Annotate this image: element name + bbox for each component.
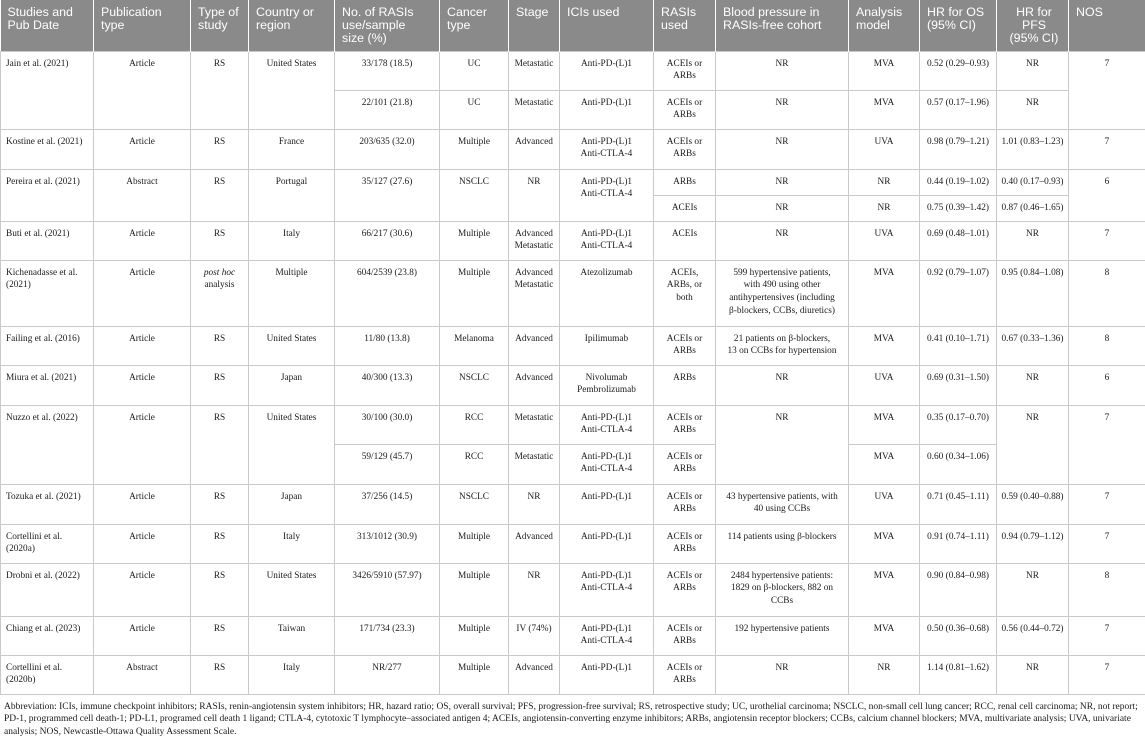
cell-hrpfs: 0.59 (0.40–0.88)	[997, 484, 1069, 524]
cell-stage: Metastatic	[509, 405, 560, 444]
table-row	[1, 616, 1145, 655]
cell-nos: 7	[1069, 129, 1145, 169]
cell-rasi: ACEIs or ARBs	[654, 524, 716, 563]
cell-nos: 7	[1069, 221, 1145, 260]
cell-bp: 21 patients on β-blockers, 13 on CCBs for hypertension	[716, 326, 849, 365]
cell-n: 203/635 (32.0)	[335, 129, 440, 169]
header-n: No. of RASIs use/sample size (%)	[335, 0, 440, 51]
cell-n: 604/2539 (23.8)	[335, 260, 440, 326]
cell-design: RS	[191, 484, 249, 524]
table-row	[1, 51, 1145, 90]
cell-nos: 7	[1069, 484, 1145, 524]
cell-model: UVA	[849, 365, 920, 405]
table-row	[1, 129, 1145, 169]
cell-rasi: ACEIs or ARBs	[654, 129, 716, 169]
cell-hros: 0.69 (0.48–1.01)	[920, 221, 997, 260]
cell-model: MVA	[849, 563, 920, 616]
cell-country: Portugal	[249, 169, 335, 221]
cell-study: Tozuka et al. (2021)	[1, 484, 94, 524]
header-cancer: Cancer type	[440, 0, 509, 51]
cell-ici: Atezolizumab	[560, 260, 654, 326]
cell-rasi: ACEIs or ARBs	[654, 484, 716, 524]
cell-nos: 6	[1069, 365, 1145, 405]
cell-pubtype: Article	[94, 405, 191, 484]
cell-model: UVA	[849, 129, 920, 169]
cell-stage: Metastatic	[509, 90, 560, 129]
cell-design: RS	[191, 365, 249, 405]
cell-country: France	[249, 129, 335, 169]
cell-cancer: UC	[440, 51, 509, 90]
cell-model: MVA	[849, 616, 920, 655]
table-footnote: Abbreviation: ICIs, immune checkpoint inhibitors; RASIs, renin-angiotensin system inhibitors; HR, hazard ratio; OS, overall survival; PFS, progression-free survival; RS, retrospective study; UC, urothelial carcinoma; NSCLC, non-small cell lung cancer; RCC, renal cell carcinoma; NR, not report; PD-1, programmed cell death-1; PD-L1, programed cell death 1 ligand; CTLA-4, cytotoxic T lymphocyte–associated antigen 4; ACEIs, angiotensin-converting enzyme inhibitors; ARBs, angiotensin receptor blockers; CCBs, calcium channel blockers; MVA, multivariate analysis; UVA, univariate analysis; NOS, Newcastle-Ottawa Quality Assessment Scale.	[4, 701, 1138, 737]
cell-cancer: Multiple	[440, 221, 509, 260]
cell-model: MVA	[849, 524, 920, 563]
cell-n: 11/80 (13.8)	[335, 326, 440, 365]
cell-pubtype: Article	[94, 221, 191, 260]
cell-design: RS	[191, 221, 249, 260]
cell-ici: Nivolumab Pembrolizumab	[560, 365, 654, 405]
cell-rasi: ACEIs, ARBs, or both	[654, 260, 716, 326]
cell-rasi: ACEIs or ARBs	[654, 90, 716, 129]
cell-hros: 1.14 (0.81–1.62)	[920, 655, 997, 694]
cell-bp: NR	[716, 221, 849, 260]
cell-rasi: ACEIs	[654, 221, 716, 260]
cell-cancer: RCC	[440, 444, 509, 484]
cell-pubtype: Article	[94, 484, 191, 524]
cell-cancer: Multiple	[440, 616, 509, 655]
cell-ici: Anti-PD-(L)1 Anti-CTLA-4	[560, 221, 654, 260]
cell-nos: 7	[1069, 405, 1145, 484]
cell-n: 66/217 (30.6)	[335, 221, 440, 260]
cell-n: 313/1012 (30.9)	[335, 524, 440, 563]
cell-n: 3426/5910 (57.97)	[335, 563, 440, 616]
cell-hros: 0.60 (0.34–1.06)	[920, 444, 997, 484]
header-rasi: RASIs used	[654, 0, 716, 51]
cell-design: RS	[191, 655, 249, 694]
header-nos: NOS	[1069, 0, 1145, 51]
cell-design: RS	[191, 51, 249, 129]
cell-model: NR	[849, 169, 920, 195]
table-row	[1, 484, 1145, 524]
cell-design: RS	[191, 129, 249, 169]
header-row	[1, 0, 1145, 51]
cell-ici: Anti-PD-(L)1 Anti-CTLA-4	[560, 129, 654, 169]
cell-bp: 599 hypertensive patients, with 490 using other antihypertensives (including β-blockers, CCBs, diuretics)	[716, 260, 849, 326]
cell-bp: 114 patients using β-blockers	[716, 524, 849, 563]
cell-design: RS	[191, 169, 249, 221]
cell-hrpfs: 0.87 (0.46–1.65)	[997, 195, 1069, 221]
cell-n: NR/277	[335, 655, 440, 694]
cell-country: United States	[249, 563, 335, 616]
cell-hrpfs: NR	[997, 365, 1069, 405]
cell-ici: Anti-PD-(L)1 Anti-CTLA-4	[560, 169, 654, 221]
header-study: Studies and Pub Date	[1, 0, 94, 51]
cell-country: Multiple	[249, 260, 335, 326]
cell-hrpfs: 0.95 (0.84–1.08)	[997, 260, 1069, 326]
cell-n: 33/178 (18.5)	[335, 51, 440, 90]
cell-study: Pereira et al. (2021)	[1, 169, 94, 221]
header-hros: HR for OS (95% CI)	[920, 0, 997, 51]
cell-nos: 8	[1069, 326, 1145, 365]
cell-stage: NR	[509, 563, 560, 616]
header-stage: Stage	[509, 0, 560, 51]
header-country: Country or region	[249, 0, 335, 51]
cell-country: Taiwan	[249, 616, 335, 655]
cell-bp: NR	[716, 365, 849, 405]
cell-study: Buti et al. (2021)	[1, 221, 94, 260]
cell-hrpfs: NR	[997, 405, 1069, 484]
cell-stage: Advanced	[509, 326, 560, 365]
cell-rasi: ACEIs	[654, 195, 716, 221]
cell-bp: NR	[716, 129, 849, 169]
cell-hros: 0.75 (0.39–1.42)	[920, 195, 997, 221]
cell-country: Italy	[249, 221, 335, 260]
cell-study: Cortellini et al. (2020a)	[1, 524, 94, 563]
cell-stage: NR	[509, 484, 560, 524]
cell-stage: Advanced	[509, 524, 560, 563]
cell-cancer: NSCLC	[440, 484, 509, 524]
cell-rasi: ACEIs or ARBs	[654, 655, 716, 694]
cell-pubtype: Article	[94, 51, 191, 129]
cell-bp: NR	[716, 195, 849, 221]
cell-model: MVA	[849, 260, 920, 326]
cell-hrpfs: 0.94 (0.79–1.12)	[997, 524, 1069, 563]
cell-rasi: ACEIs or ARBs	[654, 563, 716, 616]
cell-design: RS	[191, 326, 249, 365]
cell-country: United States	[249, 326, 335, 365]
cell-pubtype: Article	[94, 616, 191, 655]
header-ici: ICIs used	[560, 0, 654, 51]
cell-stage: Metastatic	[509, 51, 560, 90]
cell-study: Jain et al. (2021)	[1, 51, 94, 129]
cell-country: United States	[249, 405, 335, 484]
cell-model: MVA	[849, 444, 920, 484]
cell-rasi: ACEIs or ARBs	[654, 616, 716, 655]
cell-design: RS	[191, 524, 249, 563]
cell-pubtype: Abstract	[94, 169, 191, 221]
cell-cancer: NSCLC	[440, 169, 509, 221]
cell-country: United States	[249, 51, 335, 129]
table-row	[1, 221, 1145, 260]
cell-n: 171/734 (23.3)	[335, 616, 440, 655]
cell-model: MVA	[849, 90, 920, 129]
cell-model: MVA	[849, 51, 920, 90]
cell-cancer: UC	[440, 90, 509, 129]
cell-n: 59/129 (45.7)	[335, 444, 440, 484]
cell-design: post hoc analysis	[191, 260, 249, 326]
cell-pubtype: Article	[94, 563, 191, 616]
cell-cancer: Multiple	[440, 524, 509, 563]
table-row	[1, 405, 1145, 444]
table-row	[1, 169, 1145, 195]
cell-n: 40/300 (13.3)	[335, 365, 440, 405]
cell-stage: Advanced Metastatic	[509, 221, 560, 260]
cell-hros: 0.90 (0.84–0.98)	[920, 563, 997, 616]
cell-hrpfs: NR	[997, 221, 1069, 260]
cell-n: 35/127 (27.6)	[335, 169, 440, 221]
cell-stage: Metastatic	[509, 444, 560, 484]
cell-pubtype: Article	[94, 260, 191, 326]
header-pubtype: Publication type	[94, 0, 191, 51]
cell-pubtype: Article	[94, 326, 191, 365]
cell-country: Japan	[249, 484, 335, 524]
cell-hrpfs: 0.67 (0.33–1.36)	[997, 326, 1069, 365]
cell-nos: 7	[1069, 616, 1145, 655]
cell-model: UVA	[849, 221, 920, 260]
cell-cancer: Multiple	[440, 655, 509, 694]
cell-nos: 7	[1069, 51, 1145, 129]
cell-stage: IV (74%)	[509, 616, 560, 655]
cell-hros: 0.35 (0.17–0.70)	[920, 405, 997, 444]
cell-hrpfs: 0.56 (0.44–0.72)	[997, 616, 1069, 655]
cell-n: 22/101 (21.8)	[335, 90, 440, 129]
cell-cancer: Multiple	[440, 260, 509, 326]
cell-bp: NR	[716, 90, 849, 129]
cell-stage: Advanced Metastatic	[509, 260, 560, 326]
cell-ici: Anti-PD-(L)1	[560, 90, 654, 129]
cell-cancer: Melanoma	[440, 326, 509, 365]
header-model: Analysis model	[849, 0, 920, 51]
cell-nos: 6	[1069, 169, 1145, 221]
cell-rasi: ACEIs or ARBs	[654, 405, 716, 444]
cell-n: 37/256 (14.5)	[335, 484, 440, 524]
cell-bp: NR	[716, 169, 849, 195]
cell-n: 30/100 (30.0)	[335, 405, 440, 444]
cell-cancer: NSCLC	[440, 365, 509, 405]
cell-cancer: Multiple	[440, 129, 509, 169]
cell-pubtype: Article	[94, 524, 191, 563]
cell-hros: 0.91 (0.74–1.11)	[920, 524, 997, 563]
cell-hros: 0.98 (0.79–1.21)	[920, 129, 997, 169]
cell-study: Kichenadasse et al. (2021)	[1, 260, 94, 326]
cell-cancer: RCC	[440, 405, 509, 444]
cell-model: MVA	[849, 405, 920, 444]
cell-ici: Anti-PD-(L)1 Anti-CTLA-4	[560, 405, 654, 444]
cell-rasi: ACEIs or ARBs	[654, 444, 716, 484]
cell-model: UVA	[849, 484, 920, 524]
cell-ici: Anti-PD-(L)1	[560, 655, 654, 694]
cell-hros: 0.50 (0.36–0.68)	[920, 616, 997, 655]
cell-bp: 43 hypertensive patients, with 40 using CCBs	[716, 484, 849, 524]
cell-stage: Advanced	[509, 129, 560, 169]
cell-ici: Anti-PD-(L)1 Anti-CTLA-4	[560, 444, 654, 484]
table-row	[1, 524, 1145, 563]
cell-nos: 8	[1069, 563, 1145, 616]
cell-rasi: ARBs	[654, 365, 716, 405]
cell-study: Kostine et al. (2021)	[1, 129, 94, 169]
cell-design: RS	[191, 405, 249, 484]
cell-hrpfs: NR	[997, 655, 1069, 694]
cell-study: Drobni et al. (2022)	[1, 563, 94, 616]
cell-stage: Advanced	[509, 655, 560, 694]
cell-ici: Anti-PD-(L)1	[560, 484, 654, 524]
table-row	[1, 655, 1145, 694]
cell-pubtype: Article	[94, 365, 191, 405]
cell-ici: Anti-PD-(L)1 Anti-CTLA-4	[560, 616, 654, 655]
cell-pubtype: Abstract	[94, 655, 191, 694]
cell-country: Italy	[249, 655, 335, 694]
cell-ici: Anti-PD-(L)1	[560, 524, 654, 563]
cell-nos: 7	[1069, 524, 1145, 563]
cell-bp: NR	[716, 51, 849, 90]
header-hrpfs: HR for PFS (95% CI)	[997, 0, 1069, 51]
table-row	[1, 260, 1145, 326]
cell-hrpfs: 0.40 (0.17–0.93)	[997, 169, 1069, 195]
cell-rasi: ACEIs or ARBs	[654, 326, 716, 365]
header-design: Type of study	[191, 0, 249, 51]
cell-hros: 0.44 (0.19–1.02)	[920, 169, 997, 195]
cell-rasi: ACEIs or ARBs	[654, 51, 716, 90]
cell-hrpfs: NR	[997, 90, 1069, 129]
cell-rasi: ARBs	[654, 169, 716, 195]
cell-study: Cortellini et al. (2020b)	[1, 655, 94, 694]
cell-study: Failing et al. (2016)	[1, 326, 94, 365]
cell-hros: 0.57 (0.17–1.96)	[920, 90, 997, 129]
cell-hrpfs: NR	[997, 563, 1069, 616]
cell-nos: 8	[1069, 260, 1145, 326]
cell-bp: NR	[716, 405, 849, 484]
cell-ici: Anti-PD-(L)1 Anti-CTLA-4	[560, 563, 654, 616]
cell-bp: 192 hypertensive patients	[716, 616, 849, 655]
cell-pubtype: Article	[94, 129, 191, 169]
cell-hros: 0.92 (0.79–1.07)	[920, 260, 997, 326]
cell-study: Chiang et al. (2023)	[1, 616, 94, 655]
table-row	[1, 365, 1145, 405]
cell-design: RS	[191, 616, 249, 655]
cell-study: Miura et al. (2021)	[1, 365, 94, 405]
cell-model: MVA	[849, 326, 920, 365]
cell-bp: NR	[716, 655, 849, 694]
cell-hrpfs: NR	[997, 51, 1069, 90]
cell-stage: Advanced	[509, 365, 560, 405]
cell-bp: 2484 hypertensive patients: 1829 on β-blockers, 882 on CCBs	[716, 563, 849, 616]
cell-nos: 7	[1069, 655, 1145, 694]
cell-hros: 0.69 (0.31–1.50)	[920, 365, 997, 405]
cell-cancer: Multiple	[440, 563, 509, 616]
cell-design: RS	[191, 563, 249, 616]
cell-ici: Anti-PD-(L)1	[560, 51, 654, 90]
table-row	[1, 563, 1145, 616]
cell-model: NR	[849, 195, 920, 221]
cell-hros: 0.41 (0.10–1.71)	[920, 326, 997, 365]
cell-country: Japan	[249, 365, 335, 405]
cell-hros: 0.52 (0.29–0.93)	[920, 51, 997, 90]
table-row	[1, 326, 1145, 365]
header-bp: Blood pressure in RASIs-free cohort	[716, 0, 849, 51]
cell-study: Nuzzo et al. (2022)	[1, 405, 94, 484]
cell-hros: 0.71 (0.45–1.11)	[920, 484, 997, 524]
cell-ici: Ipilimumab	[560, 326, 654, 365]
cell-hrpfs: 1.01 (0.83–1.23)	[997, 129, 1069, 169]
cell-stage: NR	[509, 169, 560, 221]
cell-country: Italy	[249, 524, 335, 563]
cell-model: NR	[849, 655, 920, 694]
